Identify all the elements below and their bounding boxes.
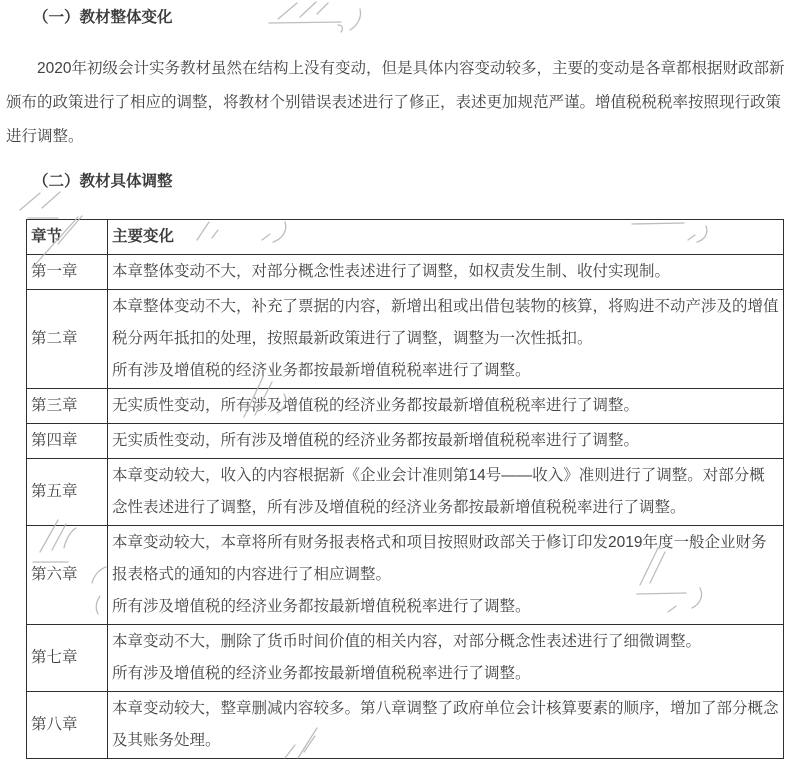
change-paragraph: 本章整体变动不大，补充了票据的内容，新增出租或出借包装物的核算，将购进不动产涉及的增值税分两年抵扣的处理，按照最新政策进行了调整，调整为一次性抵扣。 (112, 298, 779, 347)
change-paragraph: 无实质性变动，所有涉及增值税的经济业务都按最新增值税税率进行了调整。 (112, 397, 640, 414)
chapter-cell: 第六章 (27, 526, 108, 625)
table-row (27, 526, 784, 625)
chapter-cell: 第五章 (27, 459, 108, 526)
table-row (27, 692, 784, 759)
table-header-chapter: 章节 (27, 220, 108, 255)
change-cell (108, 625, 784, 692)
chapter-cell: 第八章 (27, 692, 108, 759)
change-paragraph: 本章变动不大，删除了货币时间价值的相关内容，对部分概念性表述进行了细微调整。 (112, 633, 702, 650)
change-cell (108, 290, 784, 389)
table-header-row (27, 220, 784, 255)
chapter-table-body (27, 255, 784, 759)
change-paragraph: 所有涉及增值税的经济业务都按最新增值税税率进行了调整。 (112, 598, 531, 615)
chapter-cell: 第七章 (27, 625, 108, 692)
table-row (27, 389, 784, 424)
section-heading-overall: （一）教材整体变化 (33, 9, 173, 26)
change-paragraph: 本章变动较大，整章删减内容较多。第八章调整了政府单位会计核算要素的顺序，增加了部分概念及其账务处理。 (112, 700, 779, 749)
change-paragraph: 本章整体变动不大，对部分概念性表述进行了调整，如权责发生制、收付实现制。 (112, 263, 671, 280)
table-row (27, 459, 784, 526)
chapter-cell: 第四章 (27, 424, 108, 459)
intro-paragraph: 2020年初级会计实务教材虽然在结构上没有变动，但是具体内容变动较多，主要的变动是各章都根据财政部新颁布的政策进行了相应的调整，将教材个别错误表述进行了修正，表述更加规范严谨。增值税税税率按照现行政策进行调整。 (6, 60, 785, 145)
chapter-cell: 第一章 (27, 255, 108, 290)
change-cell (108, 424, 784, 459)
change-paragraph: 所有涉及增值税的经济业务都按最新增值税税率进行了调整。 (112, 665, 531, 682)
change-cell (108, 692, 784, 759)
table-header-changes: 主要变化 (108, 220, 784, 255)
change-paragraph: 所有涉及增值税的经济业务都按最新增值税税率进行了调整。 (112, 362, 531, 379)
chapter-changes-table (26, 219, 784, 759)
change-cell (108, 459, 784, 526)
chapter-cell: 第二章 (27, 290, 108, 389)
chapter-cell: 第三章 (27, 389, 108, 424)
change-paragraph: 本章变动较大，收入的内容根据新《企业会计准则第14号——收入》准则进行了调整。对部分概念性表述进行了调整，所有涉及增值税的经济业务都按最新增值税税率进行了调整。 (112, 467, 765, 516)
change-cell (108, 389, 784, 424)
change-cell (108, 526, 784, 625)
table-row (27, 255, 784, 290)
table-row (27, 424, 784, 459)
change-cell (108, 255, 784, 290)
section-heading-specific: （二）教材具体调整 (33, 173, 173, 190)
table-row (27, 290, 784, 389)
change-paragraph: 无实质性变动，所有涉及增值税的经济业务都按最新增值税税率进行了调整。 (112, 432, 640, 449)
table-row (27, 625, 784, 692)
change-paragraph: 本章变动较大，本章将所有财务报表格式和项目按照财政部关于修订印发2019年度一般企业财务报表格式的通知的内容进行了相应调整。 (112, 534, 767, 583)
